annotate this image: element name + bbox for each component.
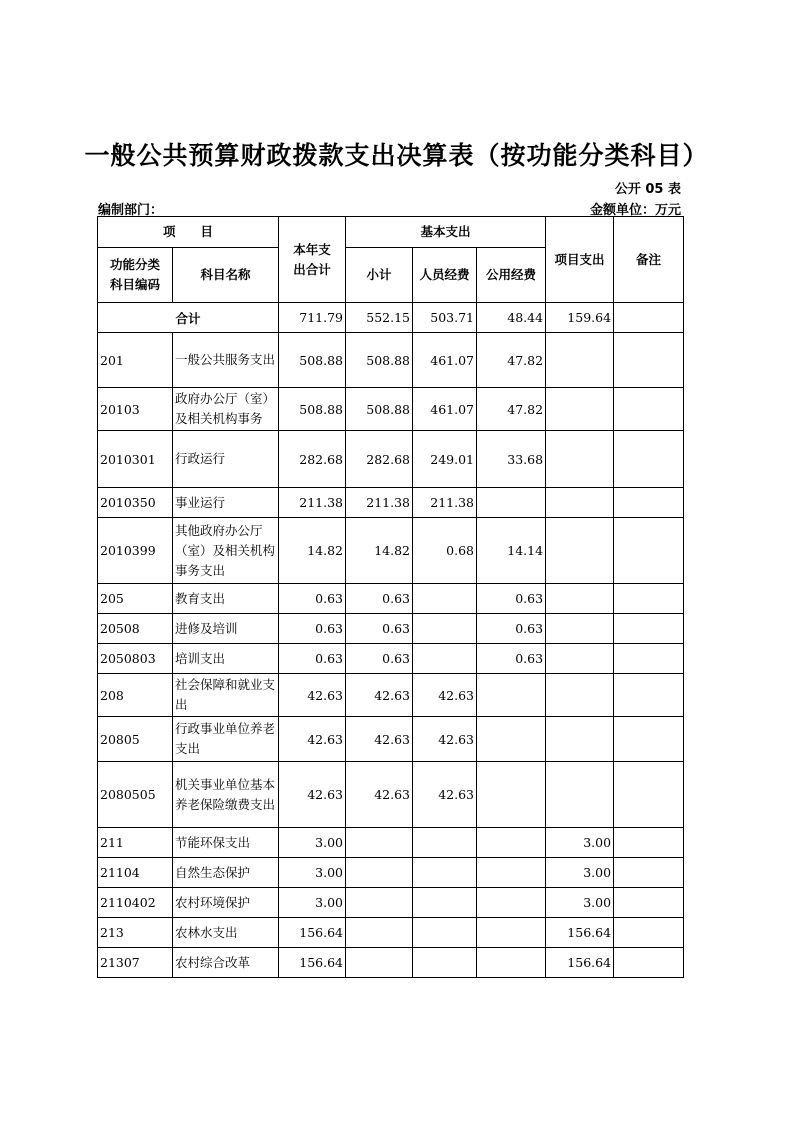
row-name: 节能环保支出 [173,828,279,858]
total-row [98,303,684,333]
header-project: 项目支出 [546,217,614,303]
row-name: 其他政府办公厅（室）及相关机构事务支出 [173,518,279,584]
table-number: 公开 05 表 [614,182,681,197]
row-subtotal: 42.63 [346,717,413,762]
table-row [98,644,684,674]
row-code: 201 [98,333,173,388]
row-name: 社会保障和就业支出 [173,674,279,717]
row-remark [614,828,684,858]
table-row [98,388,684,431]
header-subject-name: 科目名称 [173,248,279,303]
row-remark [614,918,684,948]
row-personnel: 42.63 [413,674,477,717]
row-code: 2050803 [98,644,173,674]
row-public: 33.68 [477,431,546,488]
row-code: 20508 [98,614,173,644]
row-personnel: 0.68 [413,518,477,584]
row-year-total: 3.00 [279,888,346,918]
row-year-total: 3.00 [279,828,346,858]
row-subtotal [346,858,413,888]
department-label: 编制部门： [98,203,164,218]
header-personnel: 人员经费 [413,248,477,303]
row-personnel [413,828,477,858]
table-row [98,858,684,888]
row-personnel [413,858,477,888]
row-project: 3.00 [546,858,614,888]
row-public: 47.82 [477,333,546,388]
row-public: 0.63 [477,614,546,644]
row-name: 农林水支出 [173,918,279,948]
total-project: 159.64 [546,303,614,333]
table-row [98,717,684,762]
row-public: 47.82 [477,388,546,431]
total-subtotal: 552.15 [346,303,413,333]
row-project [546,431,614,488]
row-name: 农村综合改革 [173,948,279,978]
row-project [546,518,614,584]
row-subtotal: 0.63 [346,614,413,644]
row-project [546,614,614,644]
row-project: 156.64 [546,918,614,948]
row-subtotal: 42.63 [346,674,413,717]
row-subtotal: 282.68 [346,431,413,488]
row-subtotal: 14.82 [346,518,413,584]
row-project [546,488,614,518]
table-row [98,584,684,614]
row-public [477,858,546,888]
row-year-total: 156.64 [279,948,346,978]
table-row [98,518,684,584]
row-remark [614,614,684,644]
row-code: 2110402 [98,888,173,918]
row-code: 21104 [98,858,173,888]
header-basic: 基本支出 [346,217,546,248]
row-personnel [413,918,477,948]
row-subtotal: 508.88 [346,333,413,388]
row-subtotal: 0.63 [346,584,413,614]
total-public: 48.44 [477,303,546,333]
row-remark [614,644,684,674]
row-code: 2010399 [98,518,173,584]
row-year-total: 0.63 [279,614,346,644]
row-project: 3.00 [546,828,614,858]
row-public [477,717,546,762]
row-year-total: 0.63 [279,584,346,614]
row-code: 20805 [98,717,173,762]
row-project [546,674,614,717]
row-year-total: 211.38 [279,488,346,518]
row-remark [614,674,684,717]
row-subtotal: 211.38 [346,488,413,518]
row-name: 自然生态保护 [173,858,279,888]
total-year-total: 711.79 [279,303,346,333]
row-remark [614,431,684,488]
row-subtotal: 508.88 [346,388,413,431]
row-code: 2010301 [98,431,173,488]
row-year-total: 156.64 [279,918,346,948]
row-project: 3.00 [546,888,614,918]
row-remark [614,584,684,614]
header-item: 项 目 [98,217,279,248]
table-row [98,948,684,978]
row-remark [614,333,684,388]
expenditure-table [97,216,684,978]
row-subtotal [346,828,413,858]
row-name: 培训支出 [173,644,279,674]
table-row [98,918,684,948]
row-public [477,948,546,978]
row-personnel [413,614,477,644]
row-personnel [413,584,477,614]
row-name: 农村环境保护 [173,888,279,918]
row-personnel: 461.07 [413,333,477,388]
row-project: 156.64 [546,948,614,978]
row-year-total: 0.63 [279,644,346,674]
table-row [98,431,684,488]
row-code: 21307 [98,948,173,978]
row-remark [614,948,684,978]
row-name: 机关事业单位基本养老保险缴费支出 [173,762,279,828]
row-name: 事业运行 [173,488,279,518]
row-public [477,674,546,717]
row-project [546,762,614,828]
row-code: 208 [98,674,173,717]
row-project [546,333,614,388]
row-code: 2080505 [98,762,173,828]
row-subtotal: 0.63 [346,644,413,674]
row-remark [614,858,684,888]
row-personnel [413,888,477,918]
row-subtotal: 42.63 [346,762,413,828]
header-remark: 备注 [614,217,684,303]
row-remark [614,388,684,431]
unit-label: 金额单位：万元 [589,203,681,218]
row-public [477,918,546,948]
header-subtotal: 小计 [346,248,413,303]
table-row [98,488,684,518]
row-remark [614,488,684,518]
row-code: 211 [98,828,173,858]
row-project [546,584,614,614]
row-public: 0.63 [477,644,546,674]
row-public: 14.14 [477,518,546,584]
row-remark [614,888,684,918]
row-personnel [413,644,477,674]
row-year-total: 42.63 [279,674,346,717]
row-subtotal [346,888,413,918]
row-code: 213 [98,918,173,948]
total-personnel: 503.71 [413,303,477,333]
header-func-code: 功能分类科目编码 [98,248,173,303]
total-remark [614,303,684,333]
row-name: 行政运行 [173,431,279,488]
row-year-total: 508.88 [279,388,346,431]
row-project [546,644,614,674]
table-row [98,614,684,644]
row-name: 行政事业单位养老支出 [173,717,279,762]
row-year-total: 508.88 [279,333,346,388]
row-subtotal [346,948,413,978]
table-row [98,333,684,388]
table-row [98,828,684,858]
row-project [546,717,614,762]
row-subtotal [346,918,413,948]
row-remark [614,717,684,762]
row-public: 0.63 [477,584,546,614]
row-personnel: 249.01 [413,431,477,488]
page-title: 一般公共预算财政拨款支出决算表（按功能分类科目） [84,141,709,170]
row-personnel: 211.38 [413,488,477,518]
row-personnel [413,948,477,978]
header-public: 公用经费 [477,248,546,303]
row-name: 进修及培训 [173,614,279,644]
row-code: 205 [98,584,173,614]
row-year-total: 42.63 [279,762,346,828]
row-remark [614,762,684,828]
row-year-total: 3.00 [279,858,346,888]
row-remark [614,518,684,584]
table-row [98,674,684,717]
row-personnel: 461.07 [413,388,477,431]
table-row [98,762,684,828]
row-public [477,828,546,858]
total-label: 合计 [98,303,279,333]
row-year-total: 14.82 [279,518,346,584]
row-personnel: 42.63 [413,717,477,762]
row-name: 一般公共服务支出 [173,333,279,388]
row-project [546,388,614,431]
header-year-total: 本年支出合计 [279,217,346,303]
row-public [477,762,546,828]
row-name: 政府办公厅（室）及相关机构事务 [173,388,279,431]
row-year-total: 42.63 [279,717,346,762]
row-year-total: 282.68 [279,431,346,488]
row-code: 20103 [98,388,173,431]
table-row [98,888,684,918]
row-public [477,888,546,918]
row-name: 教育支出 [173,584,279,614]
row-public [477,488,546,518]
row-code: 2010350 [98,488,173,518]
row-personnel: 42.63 [413,762,477,828]
